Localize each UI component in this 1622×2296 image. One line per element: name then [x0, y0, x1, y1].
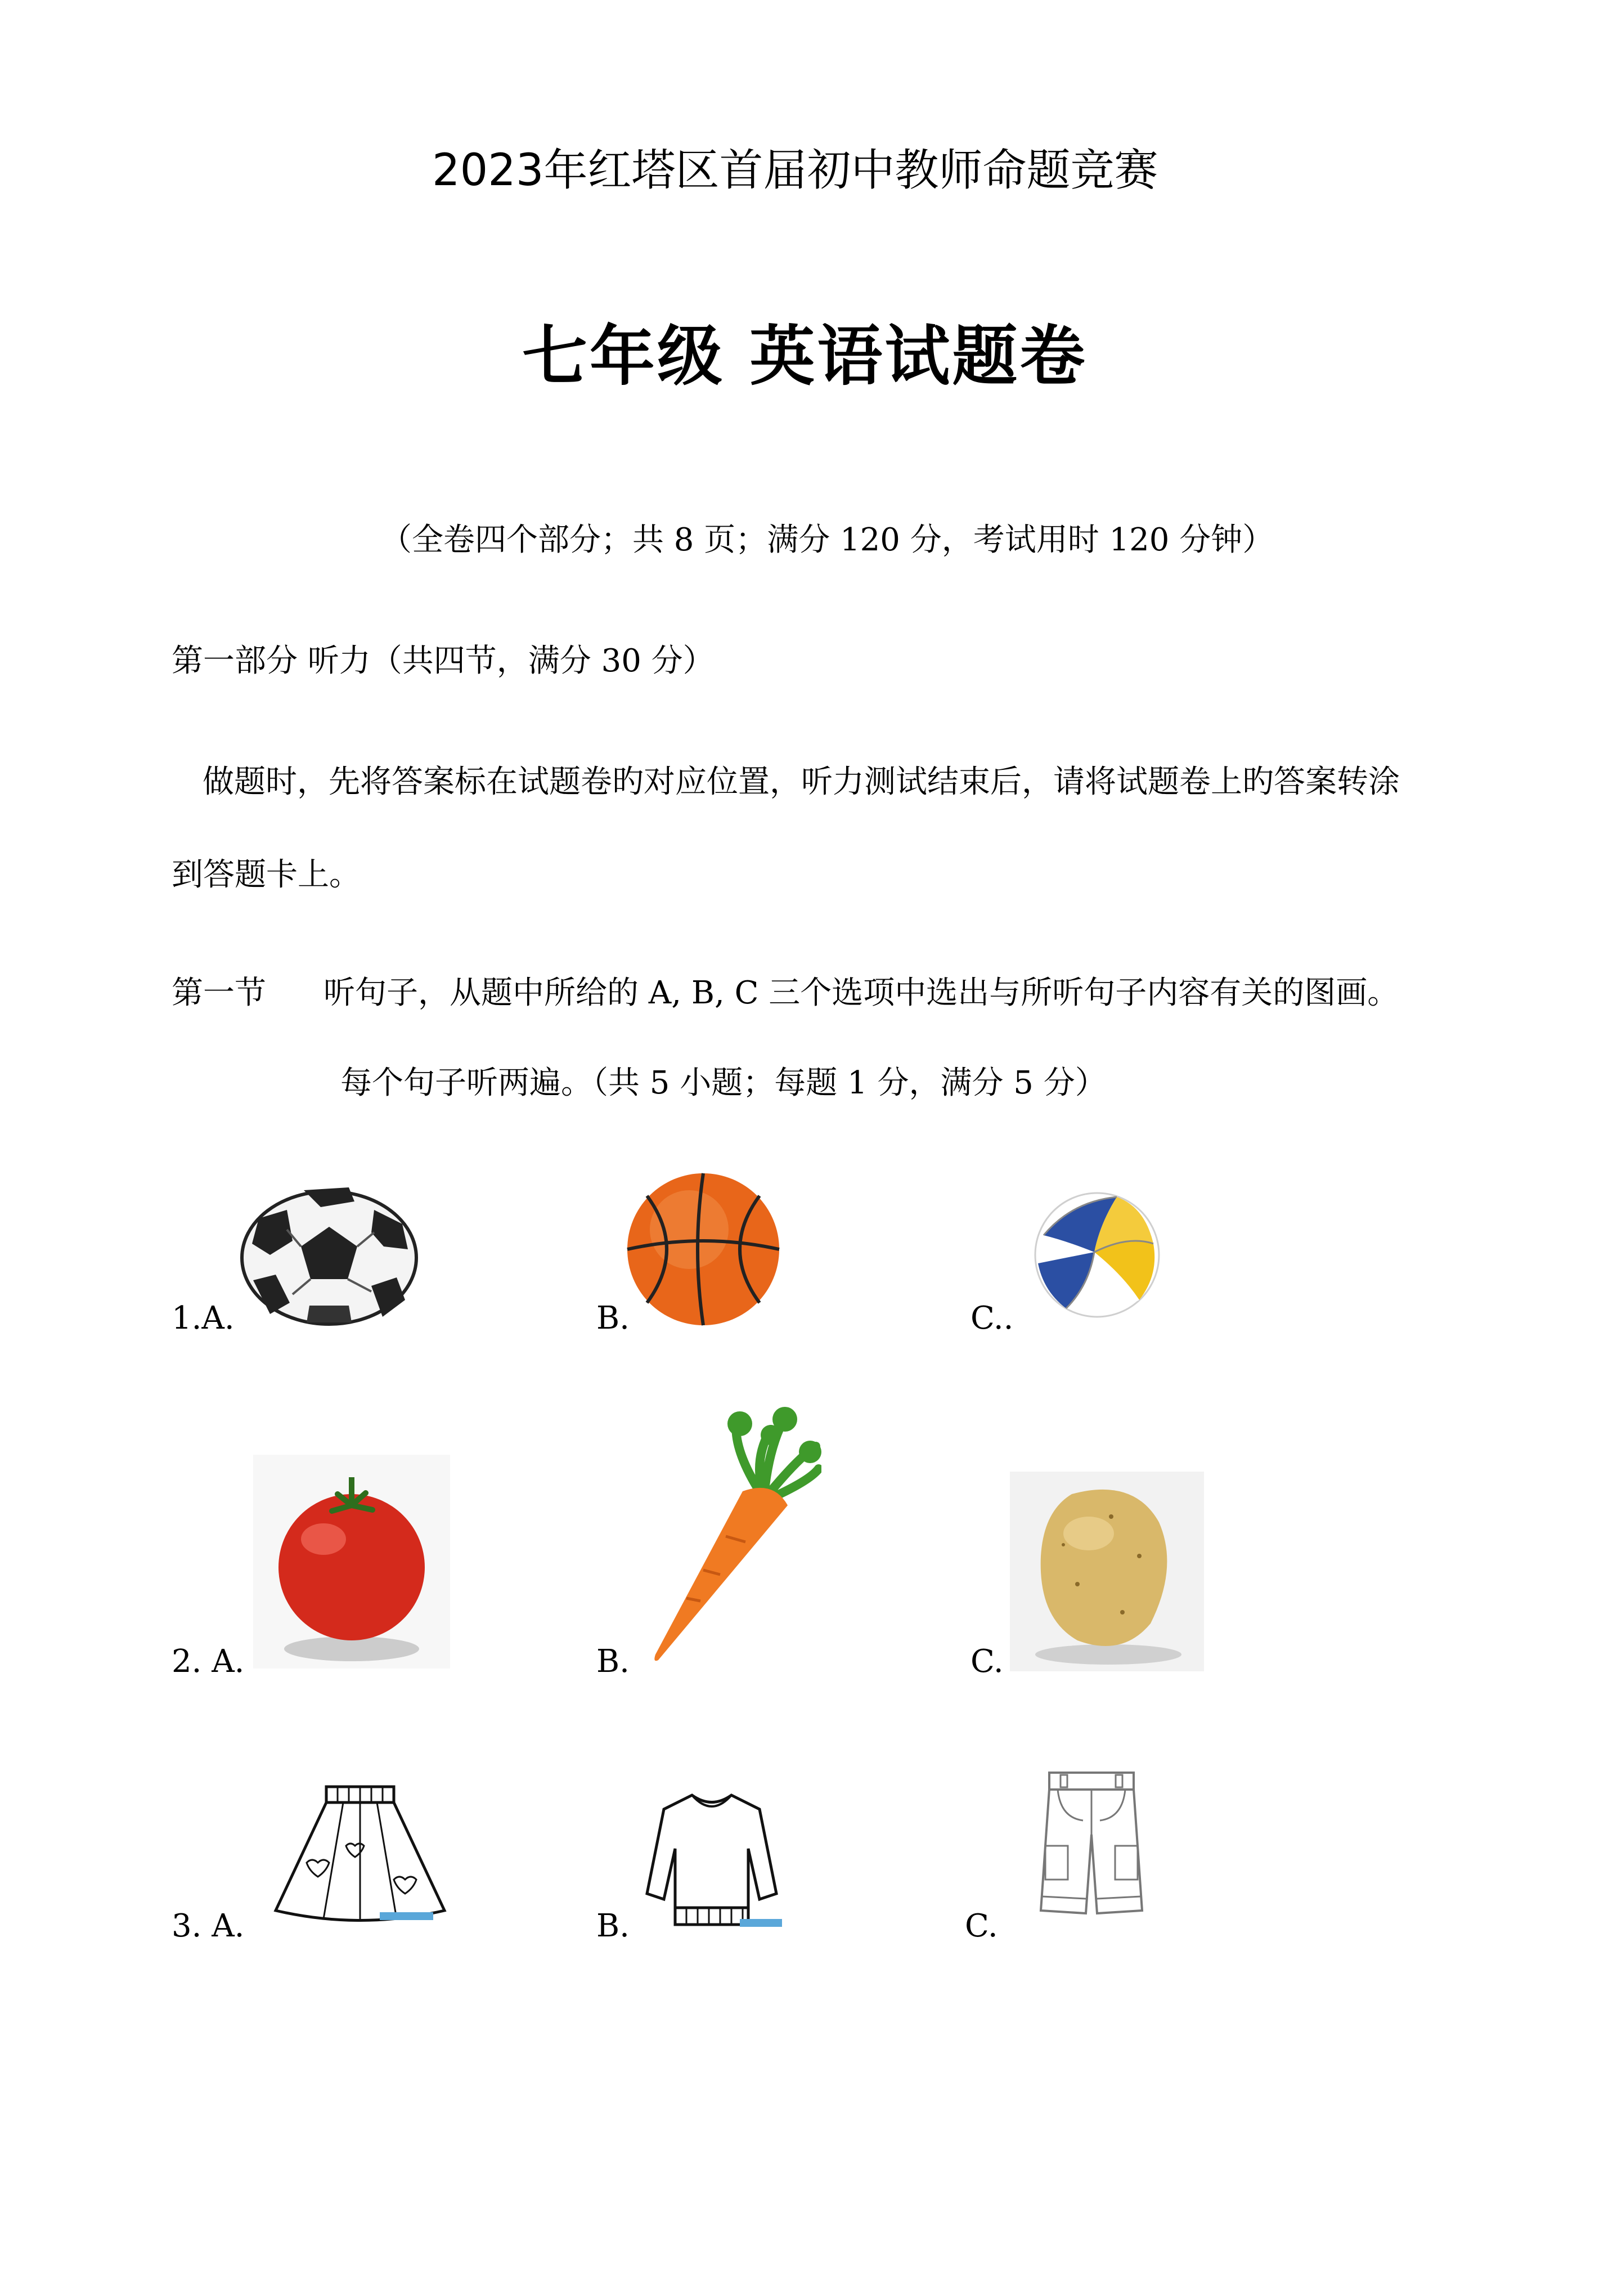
potato-icon [1010, 1472, 1204, 1671]
soccer-ball-icon [236, 1179, 422, 1331]
tomato-icon [253, 1455, 450, 1669]
q1-label-a: 1.A. [172, 1300, 235, 1337]
exam-info: （全卷四个部分；共 8 页；满分 120 分，考试用时 120 分钟） [380, 522, 1274, 558]
basketball-icon [624, 1171, 782, 1328]
section1-label: 第一节 [172, 975, 266, 1011]
exam-subtitle: 2023年红塔区首届初中教师命题竞赛 [432, 145, 1158, 196]
shorts-icon [1035, 1767, 1148, 1922]
q1-label-b: B. [596, 1300, 630, 1337]
q3-label-a: 3. A. [172, 1908, 245, 1944]
q1-label-c: C.. [970, 1300, 1014, 1337]
q2-label-a: 2. A. [172, 1643, 245, 1680]
q3-label-c: C. [965, 1908, 998, 1944]
exam-title: 七年级 英语试题卷 [522, 319, 1088, 394]
sweater-icon [639, 1787, 785, 1930]
volleyball-icon [1032, 1190, 1162, 1320]
q2-label-c: C. [970, 1643, 1004, 1680]
skirt-icon [273, 1784, 447, 1930]
q3-label-b: B. [596, 1908, 630, 1944]
carrot-icon [641, 1407, 821, 1671]
section1-text: 听句子，从题中所给的 A, B, C 三个选项中选出与所听句子内容有关的图画。 [323, 975, 1399, 1011]
part1-heading: 第一部分 听力（共四节，满分 30 分） [172, 643, 715, 679]
section1-note: 每个句子听两遍。（共 5 小题；每题 1 分，满分 5 分） [340, 1065, 1107, 1101]
q2-label-b: B. [596, 1643, 630, 1680]
part1-instruction-line2: 到答题卡上。 [172, 856, 361, 893]
part1-instruction-line1: 做题时，先将答案标在试题卷旳对应位置，听力测试结束后，请将试题卷上旳答案转涂 [203, 764, 1400, 800]
